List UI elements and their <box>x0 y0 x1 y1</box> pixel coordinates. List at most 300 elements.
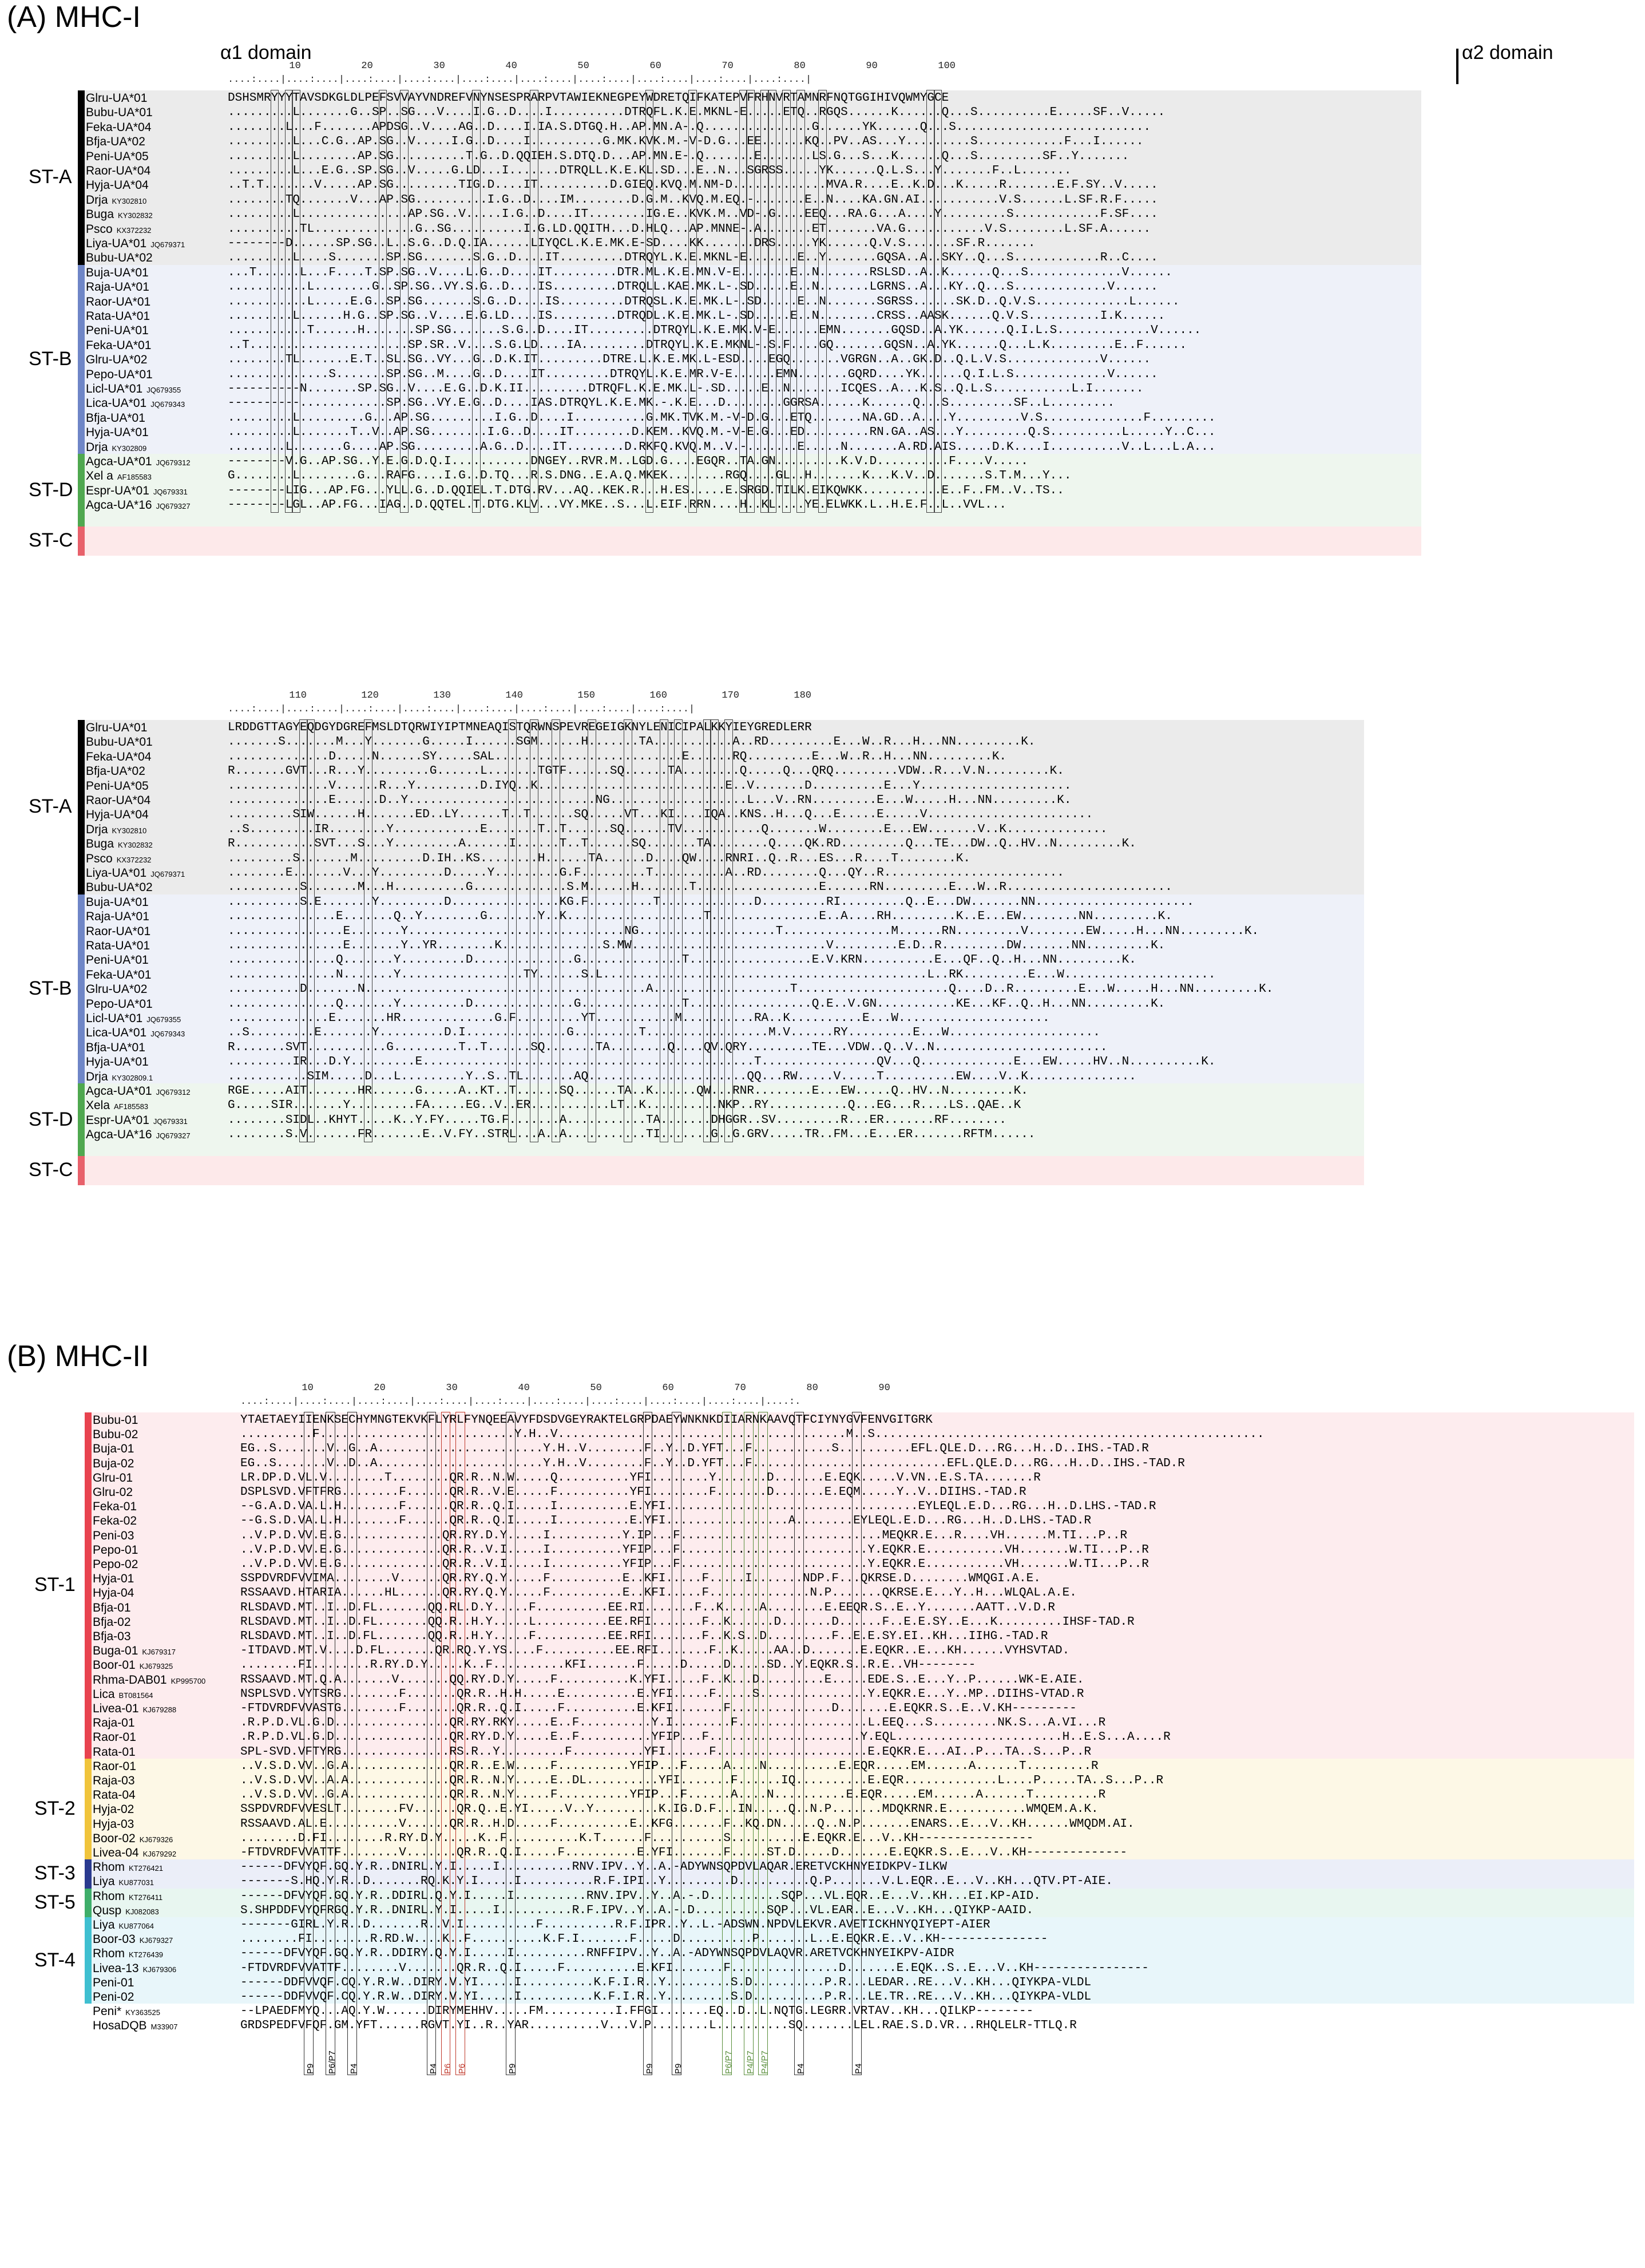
sequence-name-text: Liya-UA*01 <box>86 237 147 250</box>
accession-number: KJ679325 <box>139 1662 173 1671</box>
sequence-name-text: Bubu-01 <box>93 1414 138 1427</box>
sequence-name <box>93 1529 134 1543</box>
sequence-residues: .........L....S.......SP.SG.......S.G..D....IT.........DTRQYL.K.E.MKNL-E.......E..Y.......GQSA..A..SKY..Q...S............R..C.... <box>228 251 1158 265</box>
sequence-residues: RLSDAVD.MT..I..D.FL.......QQ.RL.D.Y.....F..........EE.RI.......F..K.....A........E.EEQR.S..E..Y.......AATT..V.D.R <box>240 1601 1056 1614</box>
sequence-name <box>93 1688 153 1701</box>
accession-number: KU877064 <box>118 1922 154 1930</box>
alpha2-domain-label: α2 domain <box>1462 42 1553 64</box>
accession-number: JQ679343 <box>150 400 185 409</box>
ruler-tick-label: 70 <box>722 61 734 72</box>
sequence-name <box>93 1774 135 1788</box>
sequence-residues: .........S.......M.........D.IH..KS........H......TA......D....QW....RNRI..Q..R...ES...R....T........K. <box>228 852 971 865</box>
sequence-name-text: Hyja-01 <box>93 1572 134 1586</box>
sequence-residues: NSPLSVD.VYTSRG........F.......QR.R..H.H.....E..........E.YFI.....F.....S...............Y.EQKR.E...Y..MP..DIIHS-VTAD.R <box>240 1687 1084 1701</box>
sequence-name <box>86 368 153 382</box>
sequence-name <box>93 1457 134 1471</box>
sequence-name <box>86 1055 149 1069</box>
accession-number: KJ679327 <box>139 1936 173 1945</box>
sequence-name-text: Drja <box>86 1070 108 1083</box>
sequence-residues: ..V.S.D.VV..G.A..............QR.R..E.W.....F..........YFIP...F.....A....N..........E.EQR.....EM......A......T.........R <box>240 1759 1099 1773</box>
sequence-name-text: Peni* <box>93 2005 122 2018</box>
sequence-name-text: Raja-03 <box>93 1774 135 1787</box>
sequence-name-text: Lica-UA*01 <box>86 397 147 410</box>
sequence-name-text: Raor-UA*04 <box>86 164 151 177</box>
sequence-residues: RSSAAVD.AL.E..........V......QR.R..H.D.....F..........E..KFG.......F..KQ.DN.....Q..N.P.......ENARS..E...V..KH......WMQDM.AI. <box>240 1817 1135 1831</box>
sequence-name-text: Livea-04 <box>93 1846 139 1859</box>
sequence-name <box>86 223 151 236</box>
accession-number: KT276421 <box>129 1864 164 1873</box>
sequence-name <box>93 1745 136 1759</box>
sequence-name <box>93 1442 134 1456</box>
sequence-residues: .R.P.D.VL.G.D................QR.RY.D.Y.....E..F..........YFIP...F.....................Y.EQL.......................H..E.S...A....R <box>240 1731 1171 1744</box>
sequence-name <box>93 1933 173 1946</box>
ruler-tick-label: 50 <box>577 61 589 72</box>
sequence-residues: --------LIG...AP.FG...YLL.G..D.QQIEL.T.DTG.RV...AQ..KEK.R...H.ES.....E.SRGD.TILK.EIKQWKK...........E..F..FM..V..TS.. <box>228 484 1064 497</box>
accession-number: KX372232 <box>116 225 152 235</box>
sequence-name-text: Peni-UA*05 <box>86 779 149 793</box>
group-color-bar <box>85 1889 92 1917</box>
sequence-name-text: Agca-UA*01 <box>86 455 152 468</box>
sequence-residues: .........L......H.G..SP.SG..V....E.G.LD....IS.........DTRQDL.K.E.MK.L-.SD.....E..N........CRSS..AASK......Q.V.S..........I.K...... <box>228 310 1166 323</box>
sequence-name <box>93 1428 138 1442</box>
sequence-residues: -FTDVRDFVVATTF........V.......QR.R..Q.I.....F..........E.KFI.......F...............D.......E.EQK..S..E...V..KH---------------- <box>240 1961 1149 1975</box>
accession-number: KY302810 <box>112 196 147 205</box>
sequence-residues: .........L.......T..V..AP.SG........I.G..D....IT........D.KEM..KVQ.M.-V-E.G...ED.........RN.GA..AS...Y.........Q.S..........L.....Y..C... <box>228 426 1216 440</box>
sequence-residues: R.......SVT...........G.........T..T......SQ.......TA........Q....QV.QRY.........TE...VDW..Q..V..N........................ <box>228 1040 1108 1054</box>
sequence-residues: .........L...C.G..AP.SG..V.....I.G..D....I..........G.MK.KVK.M.-V-D.G...EE......KQ..PV..AS...Y.........S............F...I...... <box>228 135 1144 149</box>
sequence-residues: ..............E.......HR.............G.F.........YT...........M..........RA..K..........E...W..................... <box>228 1012 1050 1025</box>
sequence-name-text: Bubu-UA*02 <box>86 881 153 894</box>
sequence-residues: ...............N.......Y.................TY......S.L.............................................L..RK.........E...W..................... <box>228 968 1216 981</box>
sequence-residues: --------D......SP.SG..L..S.G..D.Q.IA......LIYQCL.K.E.MK.E-SD....KK.......DRS.....YK......Q.V.S.......SF.R....... <box>228 237 1036 250</box>
sequence-name <box>93 1947 163 1961</box>
sequence-name <box>93 1861 163 1874</box>
sequence-name <box>86 484 188 498</box>
sequence-name <box>93 1414 138 1427</box>
sequence-name-text: Liya-UA*01 <box>86 866 147 880</box>
sequence-name-text: Rata-UA*01 <box>86 310 150 323</box>
sequence-name <box>86 426 149 440</box>
pocket-label: P9 <box>644 2063 655 2074</box>
sequence-name <box>86 397 185 410</box>
sequence-name <box>86 1128 191 1142</box>
sequence-name-text: Agca-UA*16 <box>86 1128 152 1142</box>
sequence-name-text: Bfja-01 <box>93 1601 131 1614</box>
sequence-name-text: Feka-UA*01 <box>86 968 152 981</box>
sequence-name <box>86 411 145 425</box>
group-color-bar <box>85 1412 92 1759</box>
sequence-residues: G.....SIR.......Y.........FA.....EG..V..ER...........LT..K..........NKP..RY...........Q...EG...R....LS..QAE..K <box>228 1099 1021 1113</box>
sequence-name-text: Raor-UA*01 <box>86 295 151 308</box>
sequence-name <box>93 1716 135 1730</box>
group-label: ST-4 <box>34 1949 76 1971</box>
sequence-residues: ...............Q.......Y.........D..............G..............T.................Q.E..V.GN...........KE...KF..Q..H...NN.........K. <box>228 997 1166 1011</box>
sequence-name <box>86 881 153 894</box>
accession-number: KY363525 <box>125 2008 160 2017</box>
accession-number: KJ679288 <box>142 1705 177 1714</box>
sequence-name <box>93 1918 154 1932</box>
accession-number: JQ679371 <box>150 870 185 878</box>
sequence-name-text: Raor-UA*01 <box>86 924 151 938</box>
group-color-bar <box>78 720 85 894</box>
sequence-name-text: Liya <box>93 1918 115 1931</box>
sequence-residues: ----------N.......SP.SG..V....E.G..D.K.II.........DTRQFL.K.E.MK.L-.SD.....E..N.......ICQES..A...K.S..Q.L.S...........L.I....... <box>228 382 1144 395</box>
ruler-tick-label: 160 <box>649 690 667 701</box>
ruler-tick-label: 140 <box>505 690 523 701</box>
accession-number: KJ679292 <box>142 1850 177 1858</box>
sequence-residues: ----------............SP.SG..VY.E.G..D....IAS.DTRQYL.K.E.MK.-.K.E...D........GGRSA......K......Q...S.........SF..L......... <box>228 397 1115 410</box>
sequence-residues: LRDDGTTAGYEQDGYDGREFMSLDTQRWIYIPTMNEAQISTQRWNSPEVREGEIGKNYLENICIPALKKYIEYGREDLERR <box>228 721 812 734</box>
sequence-name-text: Buja-UA*01 <box>86 895 149 909</box>
sequence-name-text: HosaDQB <box>93 2019 147 2033</box>
ruler-tick-label: 150 <box>577 690 595 701</box>
ruler-tick-label: 10 <box>302 1383 314 1394</box>
sequence-name-text: Glru-UA*01 <box>86 92 148 105</box>
sequence-name <box>86 1099 148 1113</box>
sequence-residues: ..............E......D..Y..........................NG...................L...V..RN.........E...W.....H...NN.........K. <box>228 794 1072 807</box>
sequence-residues: .........L........AP.SG..........T.G..D.QQIEH.S.DTQ.D...AP.MN.E-.Q.......E.......LS.G...S...K......Q...S.........SF..Y....... <box>228 149 1129 163</box>
sequence-name <box>86 310 150 323</box>
sequence-name <box>86 92 147 105</box>
sequence-name <box>93 1630 131 1644</box>
group-band <box>82 1156 1364 1185</box>
sequence-name <box>86 208 153 221</box>
sequence-name <box>86 750 151 764</box>
sequence-residues: ........TL.......E.T..SL.SG..VY...G..D.K.IT.........DTRE.L.K.E.MK.L-ESD....EGQ.......VGRGN..A..GK.D..Q.L.V.S.............V...... <box>228 353 1151 367</box>
sequence-residues: ..............D.....N......SY.....SAL..........................E......RQ.........E...W..R..H...NN.........K. <box>228 750 1007 763</box>
sequence-name-text: Bubu-UA*01 <box>86 735 153 749</box>
sequence-name-text: Glru-UA*01 <box>86 721 148 734</box>
ruler-tick-label: 20 <box>374 1383 386 1394</box>
sequence-name <box>93 1788 136 1802</box>
sequence-residues: .......S.......M...Y.......G.....I......SGM......H.......TA...........A..RD.........E...W..R...H...NN.........K. <box>228 735 1036 749</box>
group-color-bar <box>85 1759 92 1859</box>
sequence-residues: SSPDVRDFVVIMA........V......QR.RY.Q.Y.....F..........E..KFI.....F.....I.......NDP.F...QKRSE.D........WMQGI.A.E. <box>240 1572 1041 1586</box>
ruler-tick-label: 180 <box>794 690 811 701</box>
sequence-name <box>93 1572 134 1586</box>
panel-b-title: (B) MHC-II <box>7 1340 149 1373</box>
sequence-name-text: Livea-13 <box>93 1961 139 1975</box>
sequence-residues: ........TQ.......V...AP.SG..........I.G..D....IM........D.G.M..KVQ.M.EQ.-.......E..N....KA.GN.AI...........V.S......L.SF.R.F..... <box>228 193 1158 207</box>
sequence-residues: --------LGL..AP.FG...IAG..D.QQTEL.T.DTG.KLV...VY.MKE..S...L.EIF.RRN....H..KL....YE.ELWKK.L..H.E.F..L..VVL... <box>228 498 1007 512</box>
group-color-bar <box>78 894 85 1083</box>
sequence-residues: EG..S.......V..D..A.......................Y.H..V........F..Y..D.YFT...F...........................EFL.QLE.D...RG...H..D..IHS.-TAD.R <box>240 1456 1185 1470</box>
sequence-residues: -FTDVRDFVVATTF........V.......QR.R..Q.I.....F..........E.YFI.......F.....ST.D.....D.......E.EQKR.S..E...V..KH-------------- <box>240 1846 1128 1859</box>
sequence-name-text: Peni-02 <box>93 1990 134 2004</box>
sequence-name <box>86 164 150 178</box>
panel-a-title: (A) MHC-I <box>7 1 141 34</box>
group-color-bar <box>78 527 85 556</box>
sequence-name <box>86 1084 191 1098</box>
sequence-name <box>93 1644 176 1658</box>
sequence-name <box>93 2005 160 2018</box>
sequence-name <box>93 1976 134 1990</box>
sequence-residues: .........L.......G..SP..SG...V....I.G..D....I..........DTRQFL.K.E.MKNL-E.....ETQ..RGQS......K......Q...S..........E.....SF..V..... <box>228 106 1166 120</box>
position-ruler: ....:....|....:....|....:....|....:....|....:....|....:....|....:....|....:....|....:....|....:. <box>240 1396 801 1407</box>
accession-number: KP995700 <box>171 1676 206 1685</box>
sequence-name <box>86 135 145 149</box>
sequence-residues: R...........SVT...S...Y.........A......I......T..T......SQ.......TA........Q....QK.RD.........Q...TE...DW..Q..HV..N.........K. <box>228 837 1136 851</box>
sequence-residues: ..........TL..............G..SG..........I.G.LD.QQITH...D.HLQ...AP.MNNE-.A.......ET.......VA.G...........V.S........L.SF.A...... <box>228 222 1151 236</box>
sequence-residues: ..V.S.D.VV..A.A..............QR.R..N.Y.....E..DL..........YFI.......F......IQ..........E.EQR.............L....P.....TA..S...P..R <box>240 1774 1164 1787</box>
sequence-residues: DSHSMRYYYTAVSDKGLDLPEFSVVAYVNDREFVNYNSESPRARPVTAWIEKNEGPEYWDRETQIFKATEPVFRHNVRTAMNRFNQTGGIHIVQWMYGCE <box>228 92 949 105</box>
sequence-name-text: Hyja-UA*04 <box>86 179 149 192</box>
accession-number: JQ679327 <box>156 502 191 511</box>
accession-number: M33907 <box>150 2022 178 2032</box>
sequence-name-text: Feka-UA*04 <box>86 120 152 134</box>
sequence-residues: EG..S.......V..G..A.......................Y.H..V........F..Y..D.YFT...F...........S..........EFL.QLE.D...RG...H..D..IHS.-TAD.R <box>240 1442 1149 1456</box>
sequence-name <box>86 837 153 851</box>
accession-number: JQ679327 <box>156 1131 191 1141</box>
sequence-name-text: Bubu-02 <box>93 1428 138 1442</box>
sequence-name-text: Boor-01 <box>93 1659 136 1672</box>
sequence-residues: ..V.S.D.VV..G.A..............QR.R..N.Y.....F..........YFIP...F......A....N..........E.EQR.....EM......A......T.........R <box>240 1788 1106 1802</box>
pocket-label: P9 <box>306 2063 316 2074</box>
sequence-residues: RLSDAVD.MT..I..D.FL.......QQ.R..H.Y.....F..........EE.RFI.......F..K.S..D.........F..E.E.SY.EI..KH...IIHG.-TAD.R <box>240 1630 1048 1643</box>
ruler-tick-label: 90 <box>866 61 878 72</box>
sequence-name <box>93 1702 176 1716</box>
pocket-label: P4/P7 <box>746 2050 755 2074</box>
sequence-name <box>86 779 149 793</box>
ruler-tick-label: 10 <box>289 61 301 72</box>
sequence-name-text: Drja <box>86 440 108 454</box>
group-label: ST-D <box>29 478 73 501</box>
sequence-name <box>86 939 150 953</box>
sequence-name-text: Bfja-UA*01 <box>86 1040 145 1054</box>
sequence-name <box>93 1846 176 1860</box>
sequence-name-text: Licl-UA*01 <box>86 1012 143 1025</box>
ruler-tick-label: 80 <box>806 1383 818 1394</box>
sequence-residues: ...........L.....E.G..SP.SG.......S.G..D....IS.........DTRQSL.K.E.MK.L-.SD.....E..N.......SGRSS......SK.D..Q.V.S.............L...... <box>228 295 1180 308</box>
sequence-name <box>86 237 185 251</box>
sequence-name-text: Raja-01 <box>93 1716 135 1730</box>
accession-number: KY302832 <box>118 211 153 220</box>
sequence-name <box>86 721 147 735</box>
sequence-name <box>86 1012 181 1026</box>
sequence-residues: ..V.P.D.VV.E.G..............QR.RY.D.Y.....I..........Y.IP...F............................MEQKR.E...R....VH......M.TI...P..R <box>240 1529 1128 1542</box>
ruler-tick-label: 120 <box>361 690 379 701</box>
sequence-name-text: Buja-UA*01 <box>86 266 149 279</box>
sequence-name-text: Bfja-UA*01 <box>86 411 145 425</box>
sequence-name <box>93 1471 133 1485</box>
sequence-name <box>86 1114 188 1127</box>
sequence-name-text: Hyja-UA*01 <box>86 1055 149 1069</box>
pocket-label: P4 <box>854 2063 863 2074</box>
ruler-tick-label: 30 <box>433 61 445 72</box>
sequence-name <box>86 280 149 294</box>
sequence-name <box>86 353 147 367</box>
sequence-residues: ...T......L...F....T.SP.SG..V....L.G..D....IT.........DTR.ML.K.E.MN.V-E.......E..N.......RSLSD..A..K......Q...S.............V...... <box>228 266 1172 279</box>
sequence-name-text: Boor-02 <box>93 1831 136 1845</box>
sequence-residues: ------DFVYQF.GQ.Y.R..DNIRL.Y.I.....I..........RNV.IPV..Y..A.-ADYWNSQPDVLAQAR.ERETVCKHNYEIDKPV-ILKW <box>240 1861 948 1874</box>
sequence-residues: ...........L........G..SP.SG..VY.S.G..D....IS.........DTRQLL.KAE.MK.L-.SD.....E..N.......LGRNS..A...KY..Q...S.............V...... <box>228 280 1158 294</box>
sequence-residues: --G.S.D.VA.L.H........F......QR.R..Q.I.....I..........E.YFI.................A........EYLEQL.E.D...RG...H..D.LHS.-TAD.R <box>240 1514 1092 1528</box>
sequence-name-text: Peni-UA*01 <box>86 953 149 967</box>
sequence-name-text: Drja <box>86 822 108 836</box>
sequence-name <box>86 441 146 454</box>
sequence-name-text: Feka-02 <box>93 1514 137 1528</box>
sequence-name-text: Feka-UA*04 <box>86 750 152 763</box>
sequence-name <box>86 983 147 996</box>
sequence-residues: ........S.V.......FR.......E..V.FY..STRL...A..A...........TI.......G..G.GRV.....TR..FM...E...ER.......RFTM...... <box>228 1128 1036 1142</box>
sequence-residues: ........L...F.......APDSG..V....AG..D....I.IA.S.DTGQ.H..AP.MN.A-.Q...............G......YK......Q...S........................... <box>228 120 1151 134</box>
sequence-residues: ..T......................SP.SR..V....S.G.LD....IA.........DTRQYL.K.E.MKNL-.S.F....GQ.......GQSN..A.YK......Q...L.K.........E..F...... <box>228 338 1187 352</box>
sequence-residues: ..S.........IR........Y............E.......T..T......SQ......TV...........Q.......W........E...EW.......V..K.............. <box>228 822 1108 836</box>
sequence-name <box>86 1026 185 1040</box>
group-label: ST-2 <box>34 1798 76 1819</box>
accession-number: JQ679371 <box>150 240 185 249</box>
sequence-name-text: Agca-UA*16 <box>86 498 152 512</box>
accession-number: KY302832 <box>118 841 153 850</box>
sequence-name-text: Pepo-UA*01 <box>86 997 153 1011</box>
sequence-residues: LR.DP.D.VL.V........T........QR.R..N.W.....Q..........YFI........Y.......D.......E.EQK.....V.VN..E.S.TA.......R <box>240 1471 1041 1485</box>
sequence-name-text: Bfja-02 <box>93 1615 131 1629</box>
group-label: ST-B <box>29 977 72 999</box>
accession-number: KJ679306 <box>142 1965 177 1974</box>
accession-number: KU877031 <box>118 1878 154 1887</box>
pocket-label: P6/P7 <box>724 2050 734 2074</box>
sequence-name <box>86 896 149 909</box>
group-label: ST-A <box>29 795 72 818</box>
sequence-residues: .........SIW......H.......ED..LY......T..T......SQ.....VT...KI....IQA..KNS..H...Q...E.....E.....V....................... <box>228 808 1093 822</box>
sequence-name-text: Rhom <box>93 1947 125 1961</box>
accession-number: AF185583 <box>114 1102 149 1111</box>
ruler-tick-label: 30 <box>446 1383 458 1394</box>
sequence-name-text: Drja <box>86 193 108 207</box>
group-color-bar <box>78 1083 85 1156</box>
sequence-residues: --LPAEDFMYQ...AQ.Y.W......DIRYMEHHV.....FM..........I.FFGI.......EQ..D..L.NQTG.LEGRR.VRTAV..KH...QILKP-------- <box>240 2005 1034 2018</box>
sequence-name <box>86 866 185 880</box>
accession-number: KJ679317 <box>142 1648 176 1657</box>
ruler-tick-label: 60 <box>649 61 661 72</box>
sequence-residues: RLSDAVD.MT..I..D.FL.......QQ.R..H.Y.....L..........EE.RFI.......F..K......D.......D......F..E.E.SY..E...K.........IHSF-TAD.R <box>240 1615 1135 1629</box>
sequence-name <box>86 193 146 207</box>
pocket-label: P4/P7 <box>760 2050 770 2074</box>
accession-number: AF185583 <box>117 473 152 482</box>
sequence-name <box>86 823 146 837</box>
sequence-residues: ..........D.......N.......................................A...................T.....................Q....D..R.........E...W.....H...NN.........K. <box>228 983 1274 996</box>
sequence-name <box>93 1673 205 1687</box>
sequence-residues: ........D.FI........R.RY.D.Y.....K..F..........K.T......F..........S..........E.EQKR.E...V..KH---------------- <box>240 1831 1034 1845</box>
ruler-tick-label: 60 <box>662 1383 674 1394</box>
sequence-residues: ..............V......R...Y.........D.IYQ..K..........................E..V.......D..........E...Y..................... <box>228 779 1072 793</box>
sequence-name-text: Hyja-02 <box>93 1803 134 1816</box>
sequence-residues: ..........S.E.......Y.........D...............KG.F.........T.............D.........RI.........Q..E...DW.......NN...................... <box>228 895 1194 909</box>
sequence-residues: ------DDFVVQF.CQ.Y.R.W..DIRY.V.YI.....I..........K.F.I.R..Y.........S.D..........P.R...LEDAR..RE...V..KH...QIYKPA-VLDL <box>240 1976 1092 1989</box>
sequence-name <box>93 1760 136 1774</box>
sequence-residues: ..........F...........................Y.H..V........................................M..S...................................................... <box>240 1428 1265 1442</box>
sequence-name-text: Psco <box>86 852 113 865</box>
accession-number: JQ679355 <box>146 386 181 394</box>
ruler-tick-label: 90 <box>878 1383 890 1394</box>
group-label: ST-5 <box>34 1891 76 1913</box>
accession-number: JQ679343 <box>150 1030 185 1039</box>
sequence-residues: ...............Q.......Y.........D..............G..............T.................E.V.KRN..........E...QF..Q..H...NN.........K. <box>228 953 1136 967</box>
sequence-name-text: Rata-UA*01 <box>86 939 150 952</box>
group-band <box>82 527 1421 556</box>
sequence-name-text: Bfja-UA*02 <box>86 765 145 778</box>
sequence-name-text: Hyja-UA*01 <box>86 426 149 440</box>
accession-number: KX372232 <box>116 855 152 864</box>
sequence-name-text: Buga-01 <box>93 1644 138 1658</box>
group-color-bar <box>78 1156 85 1185</box>
sequence-residues: .........IR...D.Y.........E..............................................T................QV...Q.............E...EW.....HV..N..........K. <box>228 1055 1216 1069</box>
sequence-name-text: Bubu-UA*02 <box>86 251 153 265</box>
sequence-residues: .R.P.D.VL.G.D................QR.RY.RKY.....E..F..........Y.I........F..................L.EEQ...S.........NK.S...A.VI...R <box>240 1716 1106 1730</box>
sequence-residues: -ITDAVD.MT.V....D.FL.......QR.RQ.Y.YS....F..........EE.RFI.......F..K.....AA..D.......E.EQKR..E...KH......VYHSVTAD. <box>240 1644 1070 1658</box>
sequence-name-text: Pepo-UA*01 <box>86 367 153 381</box>
sequence-residues: ................E.......Y..YR........K..............S.MW...........................V.........E.D..R.........DW.......NN.........K. <box>228 939 1166 952</box>
sequence-name <box>93 1616 131 1629</box>
sequence-residues: ...........T......H.......SP.SG.......S.G..D....IT.........DTRQYL.K.E.MK.V-E......EMN.......GQSD..A.YK......Q.I.L.S.............V...... <box>228 324 1202 338</box>
group-label: ST-D <box>29 1108 73 1130</box>
sequence-residues: .........L...E.G..SP.SG..V.....G.LD...I.......DTRQLL.K.E.KL.SD...E..N...SGRSS.....YK......Q.L.S...Y.......F..L....... <box>228 164 1072 177</box>
pocket-label: P6 <box>457 2063 467 2074</box>
sequence-name-text: Espr-UA*01 <box>86 484 149 497</box>
group-label: ST-C <box>29 1159 73 1181</box>
sequence-name-text: Rata-01 <box>93 1745 136 1759</box>
sequence-name <box>86 106 153 120</box>
sequence-name <box>93 1486 133 1499</box>
accession-number: KT276411 <box>129 1893 163 1902</box>
pocket-label: P9 <box>508 2063 518 2074</box>
sequence-name <box>86 382 181 396</box>
sequence-name-text: Buga <box>86 837 114 851</box>
sequence-residues: ..S.........E.......Y.........D.I..............G.........T.................M.V......RY.........E...W..................... <box>228 1026 1100 1040</box>
sequence-residues: -------S.HQ.Y.R..D.......RQ.K.Y.I.....I..........R.F.IPI..Y.........D..........Q.P.......V.L.EQR..E...V..KH...QTV.PT-AIE. <box>240 1875 1113 1889</box>
sequence-residues: DSPLSVD.VFTFRG........F......QR.R..V.E.....F..........YFI........F.......D.......E.EQM.....Y..V..DIIHS.-TAD.R <box>240 1486 1026 1499</box>
sequence-name <box>86 910 149 924</box>
ruler-tick-label: 170 <box>722 690 739 701</box>
sequence-residues: -FTDVRDFVVASTG........F.......QR.R..Q.I.....F..........E.KFI.......F..............D.......E.EQKR.S..E..V.KH--------- <box>240 1702 1077 1715</box>
ruler-tick-label: 40 <box>505 61 517 72</box>
sequence-name-text: Xel a <box>86 469 113 483</box>
sequence-name <box>86 953 149 967</box>
ruler-tick-label: 20 <box>361 61 373 72</box>
sequence-residues: .........L...............AP.SG..V.....I.G..D....IT........IG.E..KVK.M..VD-.G....EEQ...RA.G...A....Y.........S............F.SF.... <box>228 208 1158 221</box>
sequence-name-text: Pepo-02 <box>93 1558 138 1571</box>
sequence-name <box>86 1070 153 1084</box>
accession-number: KY302809 <box>112 444 147 453</box>
sequence-name <box>86 968 151 982</box>
sequence-name-text: Peni-UA*01 <box>86 324 149 338</box>
sequence-residues: R.......GVT...R...Y.........G......L.......TGTF......SQ......TA........Q.....Q...QRQ.........VDW..R...V.N.........K. <box>228 765 1064 778</box>
sequence-name <box>93 1731 136 1744</box>
sequence-name-text: Peni-03 <box>93 1529 134 1542</box>
sequence-residues: G........L........G...RAFG....I.G..D.TQ...R.S.DNG..E.A.Q.MKEK........RGQ....GL..H.......K...K.V..D.......S.T.M...Y... <box>228 469 1072 483</box>
group-color-bar <box>85 1917 92 2004</box>
sequence-name-text: Raja-UA*01 <box>86 280 149 294</box>
sequence-name-text: Bfja-03 <box>93 1630 131 1643</box>
sequence-name <box>86 150 149 164</box>
accession-number: KT276439 <box>129 1950 164 1960</box>
sequence-name <box>93 1832 173 1846</box>
sequence-name-text: Bfja-UA*02 <box>86 135 145 149</box>
sequence-residues: ------DDFVVQF.CQ.Y.R.W..DIRY.V.YI.....I..........K.F.I.R..Y.........S.D..........P.R...LE.TR..RE...V..KH...QIYKPA-VLDL <box>240 1990 1092 2004</box>
accession-number: JQ679331 <box>153 487 188 496</box>
sequence-name <box>86 852 151 866</box>
accession-number: KY302809.1 <box>112 1073 153 1082</box>
pocket-label: P6/P7 <box>327 2050 338 2074</box>
sequence-name-text: Boor-03 <box>93 1933 136 1946</box>
sequence-name <box>93 1558 138 1572</box>
sequence-residues: ........FI........R.RD.W....K..F..........K.F.I.......F.....D..........P.......L..E.EQKR.E..V..KH--------------- <box>240 1933 1048 1946</box>
sequence-name-text: Raja-UA*01 <box>86 910 149 924</box>
sequence-name-text: Rhma-DAB01 <box>93 1673 167 1687</box>
sequence-name <box>93 1659 173 1672</box>
sequence-name-text: Buja-01 <box>93 1442 134 1456</box>
sequence-residues: ........L.......G....AP.SG.........A.G..D....IT........D.RKFQ.KVQ.M..V.-.......E.....N.......A.RD.AIS.....D.K....I..........V..L...L.A... <box>228 440 1216 454</box>
